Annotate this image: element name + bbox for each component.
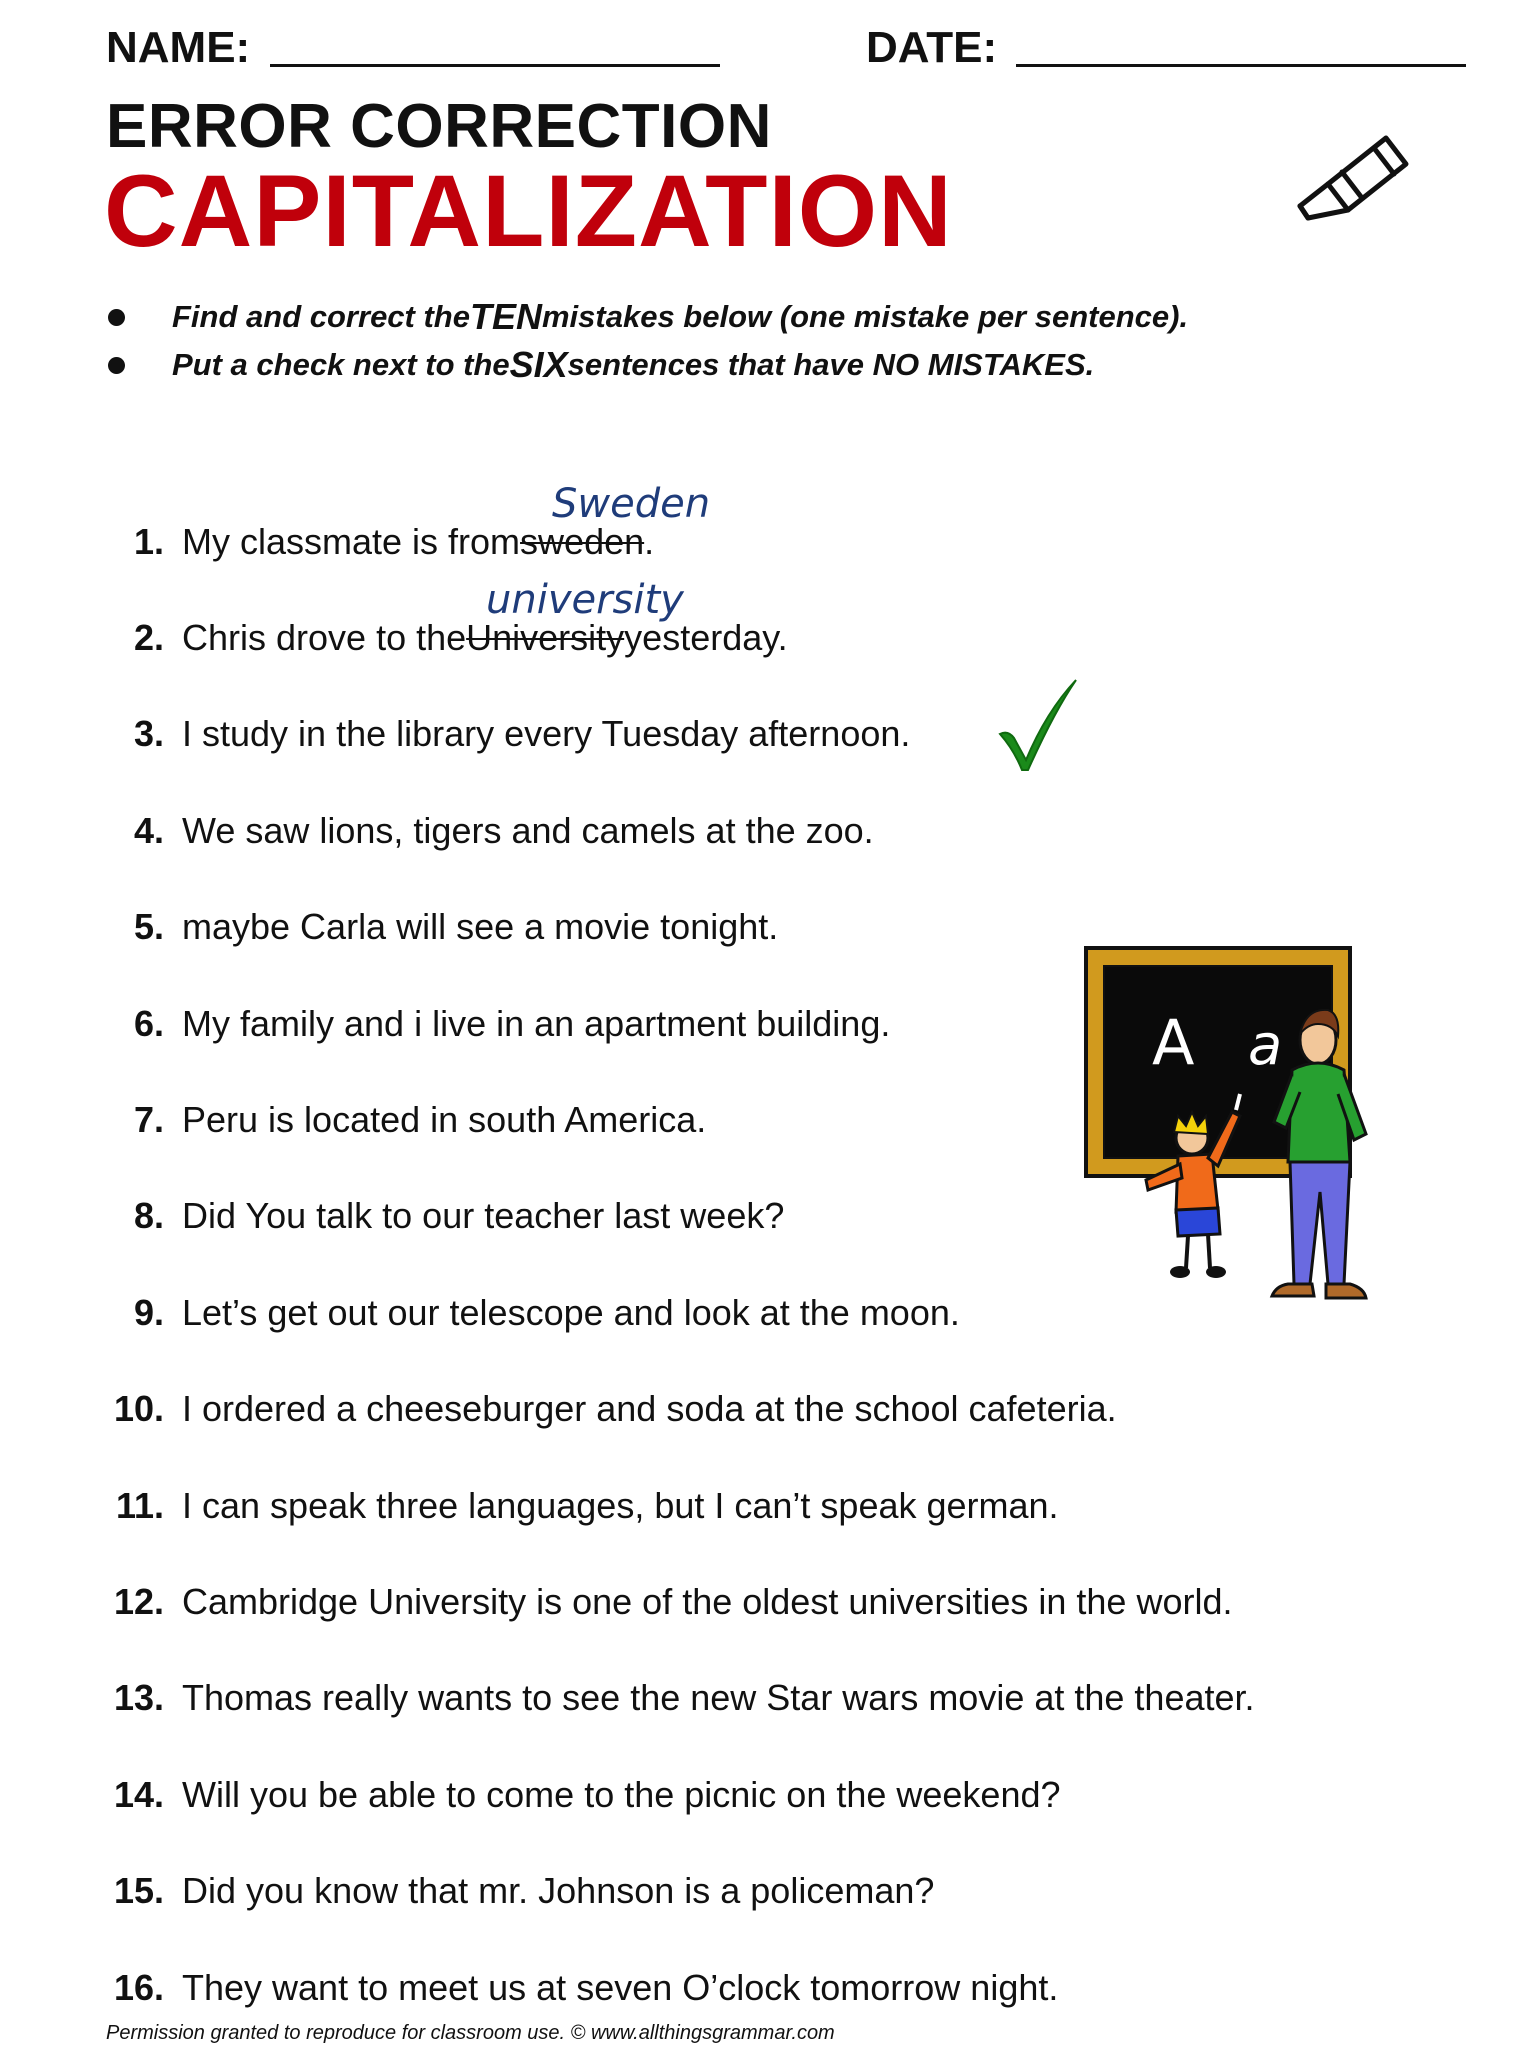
sentence-text: Let’s get out our telescope and look at the moon.	[182, 1292, 960, 1333]
name-label: NAME:	[106, 23, 251, 72]
sentence-text: I study in the library every Tuesday afternoon.	[182, 713, 911, 754]
sentence-14	[100, 1773, 1061, 1817]
sentence-1	[100, 520, 654, 564]
sentence-4	[100, 809, 874, 853]
sentence-number: 10.	[113, 1388, 164, 1429]
instruction-1-emph: TEN	[469, 296, 542, 337]
sentence-text: Cambridge University is one of the oldest universities in the world.	[182, 1581, 1233, 1622]
sentence-8	[100, 1194, 784, 1238]
sentence-number: 15.	[113, 1870, 164, 1911]
chalkboard-illustration	[1082, 944, 1402, 1310]
check-mark-icon	[996, 676, 1080, 772]
instruction-1	[108, 296, 1188, 338]
worksheet-title: CAPITALIZATION	[104, 154, 953, 268]
instruction-2-after: sentences that have NO MISTAKES.	[567, 347, 1095, 382]
bullet-icon	[108, 309, 125, 326]
pencil-icon	[1290, 128, 1420, 228]
sentence-text: My classmate is from	[182, 521, 521, 562]
sentence-text: Chris drove to the	[182, 617, 467, 658]
sentence-number: 7.	[133, 1099, 164, 1140]
bullet-icon	[108, 357, 125, 374]
sentence-number: 13.	[113, 1677, 164, 1718]
date-label: DATE:	[866, 23, 998, 72]
sentence-text: yesterday.	[624, 617, 788, 658]
sentence-text: I ordered a cheeseburger and soda at the school cafeteria.	[182, 1388, 1117, 1429]
sentence-number: 2.	[133, 617, 164, 658]
sentence-text: My family and i live in an apartment building.	[182, 1003, 891, 1044]
chalk-letter-upper: A	[1152, 1006, 1195, 1079]
sentence-number: 12.	[113, 1581, 164, 1622]
sentence-number: 4.	[133, 810, 164, 851]
sentence-number: 8.	[133, 1195, 164, 1236]
sentence-number: 3.	[133, 713, 164, 754]
sentence-text: maybe Carla will see a movie tonight.	[182, 906, 779, 947]
sentence-text: Peru is located in south America.	[182, 1099, 707, 1140]
sentence-6	[100, 1002, 890, 1046]
sentence-9	[100, 1291, 960, 1335]
sentence-5	[100, 905, 778, 949]
instruction-1-after: mistakes below (one mistake per sentence).	[541, 299, 1189, 334]
instruction-2-before: Put a check next to the	[172, 347, 510, 382]
sentence-16	[100, 1966, 1058, 2010]
sentence-15	[100, 1869, 934, 1913]
correction-sweden: Sweden	[552, 481, 711, 527]
sentence-number: 5.	[133, 906, 164, 947]
sentence-3	[100, 712, 910, 756]
sentence-number: 9.	[133, 1292, 164, 1333]
sentence-number: 16.	[113, 1967, 164, 2008]
instruction-2	[108, 344, 1094, 386]
sentence-11	[100, 1484, 1059, 1528]
sentence-2	[100, 616, 788, 660]
sentence-text: .	[644, 521, 655, 562]
sentence-text: Thomas really wants to see the new Star wars movie at the theater.	[182, 1677, 1255, 1718]
sentence-number: 11.	[115, 1485, 164, 1526]
worksheet-heading: ERROR CORRECTION	[106, 92, 772, 161]
instruction-1-before: Find and correct the	[172, 299, 470, 334]
sentence-text: They want to meet us at seven O’clock tomorrow night.	[182, 1967, 1059, 2008]
sentence-number: 6.	[133, 1003, 164, 1044]
chalk-letter-lower: a	[1248, 1013, 1283, 1078]
sentence-number: 14.	[113, 1774, 164, 1815]
date-field[interactable]	[1016, 64, 1466, 67]
struck-word: sweden	[520, 521, 645, 562]
sentence-7	[100, 1098, 706, 1142]
sentence-text: Did you know that mr. Johnson is a policeman?	[182, 1870, 935, 1911]
sentence-10	[100, 1387, 1117, 1431]
instruction-2-emph: SIX	[509, 344, 568, 385]
permission-footer: Permission granted to reproduce for classroom use. © www.allthingsgrammar.com	[106, 2022, 835, 2044]
sentence-number: 1.	[133, 521, 164, 562]
sentence-13	[100, 1676, 1255, 1720]
sentence-text: Did You talk to our teacher last week?	[182, 1195, 785, 1236]
correction-university: university	[486, 577, 684, 623]
struck-word: University	[466, 617, 625, 658]
name-field[interactable]	[270, 64, 720, 67]
sentence-text: I can speak three languages, but I can’t speak german.	[182, 1485, 1059, 1526]
sentence-text: Will you be able to come to the picnic on the weekend?	[182, 1774, 1061, 1815]
sentence-text: We saw lions, tigers and camels at the zoo.	[182, 810, 874, 851]
sentence-12	[100, 1580, 1233, 1624]
